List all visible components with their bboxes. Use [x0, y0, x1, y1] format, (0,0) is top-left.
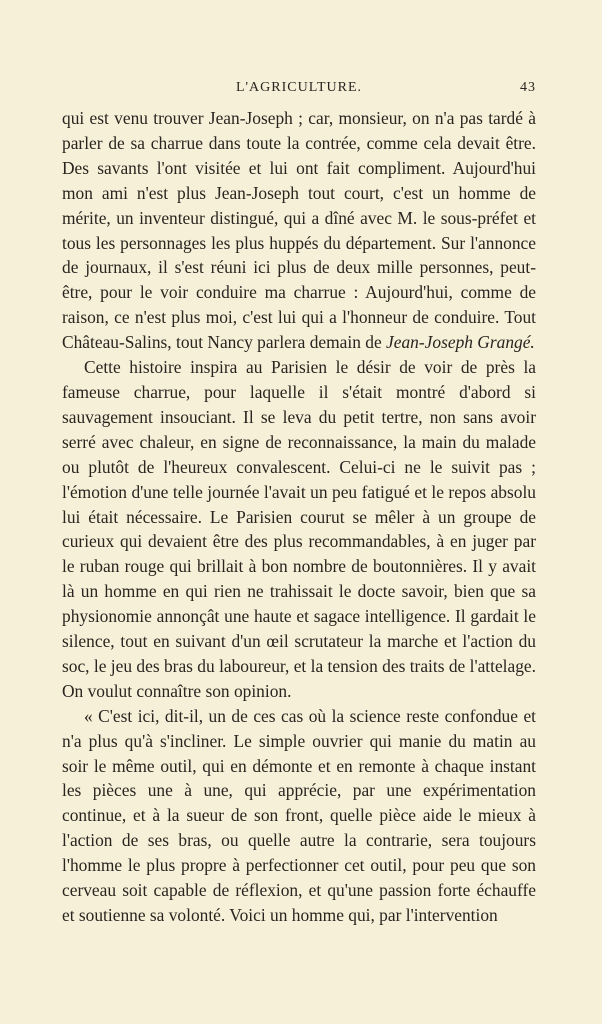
paragraph-1-text: qui est venu trouver Jean-Joseph ; car, monsieur, on n'a pas tardé à parler de sa charrue dans toute la contrée, comme cela devait être. Des savants l'ont visitée et lui ont fait compliment. Aujourd'hui mon ami n'est plus Jean-Joseph tout court, c'est un homme de mérite, un inventeur distingué, qui a dîné avec M. le sous-préfet et tous les personnages les plus huppés du département. Sur l'annonce de journaux, il s'est réuni ici plus de deux mille personnes, peut-être, pour le voir conduire ma charrue : Aujourd'hui, comme de raison, ce n'est plus moi, c'est lui qui a l'honneur de conduire. Tout Château-Salins, tout Nancy parlera demain de [62, 108, 536, 353]
paragraph-3: « C'est ici, dit-il, un de ces cas où la science reste confondue et n'a plus qu'à s'incliner. Le simple ouvrier qui manie du matin au soir le même outil, qui en démonte et en remonte à chaque instant les pièces une à une, qui apprécie, par une expérimentation continue, et à la sueur de son front, quelle pièce aide le mieux à l'action de ses bras, ou quelle autre la contrarie, sera toujours l'homme le plus propre à perfectionner cet outil, pour peu que son cerveau soit capable de réflexion, et qu'une passion forte échauffe et soutienne sa volonté. Voici un homme qui, par l'intervention [62, 705, 536, 925]
page-number: 43 [520, 80, 536, 95]
running-head: L'AGRICULTURE. [235, 80, 363, 95]
italic-name: Jean-Joseph Grangé. [386, 332, 535, 353]
paragraph-2: Cette histoire inspira au Parisien le désir de voir de près la fameuse charrue, pour laquelle il s'était montré d'abord si sauvagement insouciant. Il se leva du petit tertre, non sans avoir serré avec chaleur, en signe de reconnaissance, la main du malade ou plutôt de l'heureux convalescent. Celui-ci ne le suivit pas ; l'émotion d'une telle journée l'avait un peu fatigué et le repos absolu lui était nécessaire. Le Parisien courut se mêler à un groupe de curieux qui devaient être des plus recommandables, à en juger par le ruban rouge qui brillait à bon nombre de boutonnières. Il y avait là un homme en qui rien ne trahissait le docte savoir, bien que sa physionomie annonçât une haute et sagace intelligence. Il gardait le silence, tout en suivant d'un œil scrutateur la marche et l'action du soc, le jeu des bras du laboureur, et la tension des traits de l'attelage. On voulut connaître son opinion. [62, 357, 536, 701]
paragraph-1 [62, 106, 536, 355]
page-header [62, 80, 536, 100]
body-text [62, 106, 536, 928]
